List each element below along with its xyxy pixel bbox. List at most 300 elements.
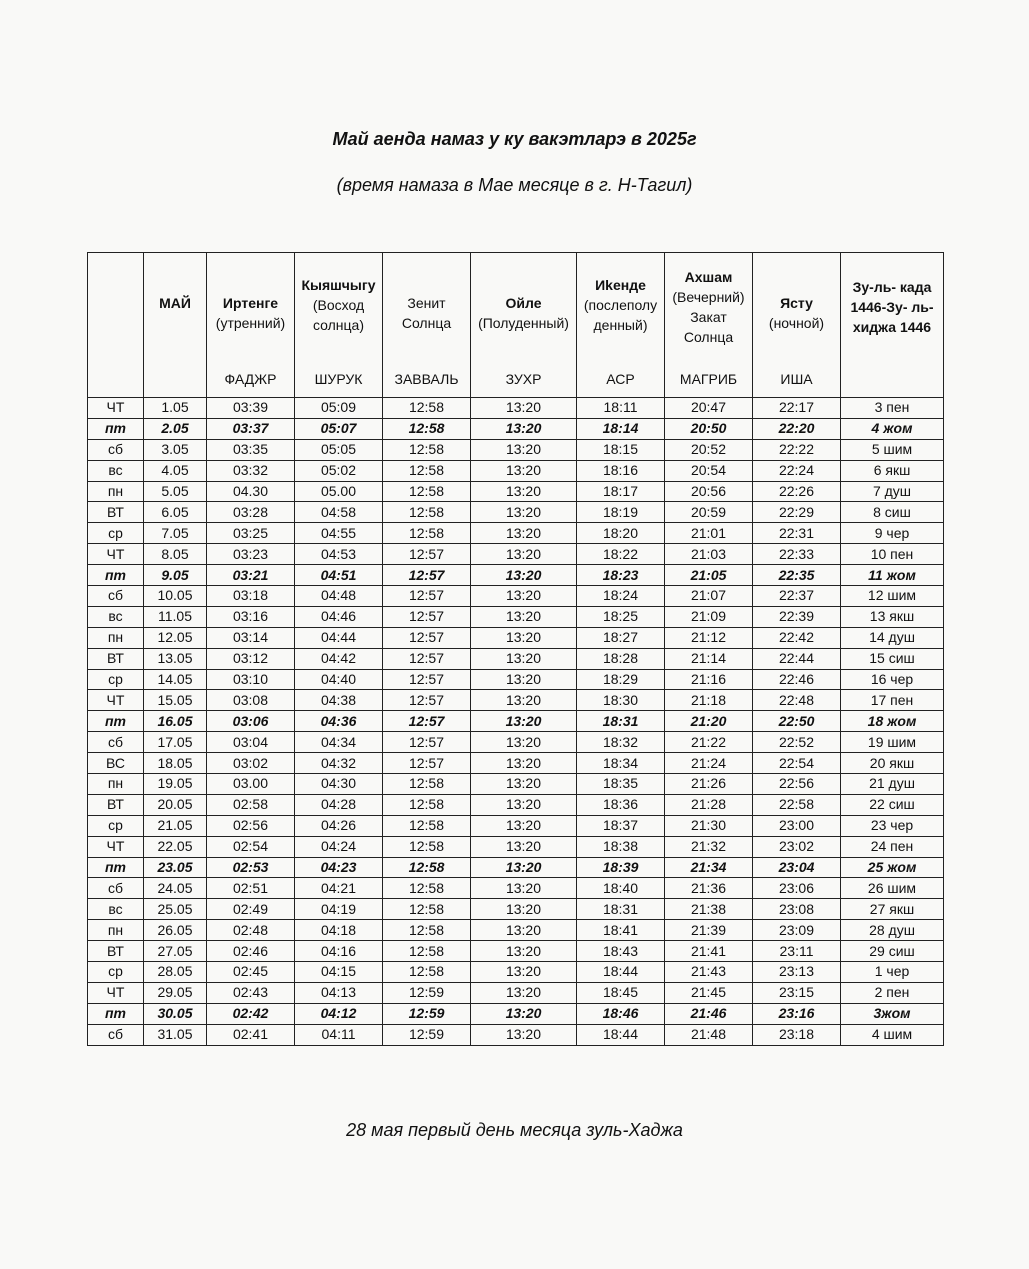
cell-dow: вс xyxy=(88,606,144,627)
cell-isha: 23:06 xyxy=(753,878,841,899)
cell-zawal: 12:57 xyxy=(383,669,471,690)
cell-maghrib: 21:24 xyxy=(665,753,753,774)
cell-dow: сб xyxy=(88,732,144,753)
cell-zuhr: 13:20 xyxy=(471,523,577,544)
cell-zuhr: 13:20 xyxy=(471,544,577,565)
cell-shuruk: 04:58 xyxy=(295,502,383,523)
header-shuruk xyxy=(295,253,383,398)
cell-fajr: 02:58 xyxy=(207,794,295,815)
cell-date: 12.05 xyxy=(144,627,207,648)
cell-isha: 22:33 xyxy=(753,544,841,565)
cell-zuhr: 13:20 xyxy=(471,502,577,523)
cell-zawal: 12:57 xyxy=(383,690,471,711)
page-subtitle: (время намаза в Мае месяце в г. Н-Тагил) xyxy=(336,175,693,195)
table-row xyxy=(88,544,944,565)
cell-dow: вс xyxy=(88,460,144,481)
cell-dow: ВТ xyxy=(88,794,144,815)
cell-isha: 22:58 xyxy=(753,794,841,815)
cell-isha: 22:52 xyxy=(753,732,841,753)
cell-shuruk: 04:48 xyxy=(295,586,383,607)
cell-zawal: 12:57 xyxy=(383,627,471,648)
cell-hijri: 17 пен xyxy=(841,690,944,711)
cell-isha: 22:20 xyxy=(753,418,841,439)
cell-isha: 23:16 xyxy=(753,1003,841,1024)
cell-date: 25.05 xyxy=(144,899,207,920)
cell-dow: ЧТ xyxy=(88,836,144,857)
table-row xyxy=(88,899,944,920)
cell-zuhr: 13:20 xyxy=(471,836,577,857)
cell-fajr: 03:06 xyxy=(207,711,295,732)
cell-zuhr: 13:20 xyxy=(471,753,577,774)
cell-isha: 22:44 xyxy=(753,648,841,669)
cell-dow: сб xyxy=(88,878,144,899)
cell-fajr: 02:43 xyxy=(207,982,295,1003)
cell-hijri: 8 сиш xyxy=(841,502,944,523)
cell-maghrib: 21:18 xyxy=(665,690,753,711)
table-row xyxy=(88,815,944,836)
cell-asr: 18:32 xyxy=(577,732,665,753)
cell-shuruk: 05:07 xyxy=(295,418,383,439)
cell-isha: 23:15 xyxy=(753,982,841,1003)
cell-zuhr: 13:20 xyxy=(471,439,577,460)
cell-maghrib: 21:09 xyxy=(665,606,753,627)
cell-fajr: 02:46 xyxy=(207,941,295,962)
header-zuhr-name: Ойле xyxy=(505,295,542,311)
cell-date: 7.05 xyxy=(144,523,207,544)
cell-asr: 18:16 xyxy=(577,460,665,481)
header-asr-sub: (послеполу денный) xyxy=(583,297,658,333)
cell-shuruk: 04:34 xyxy=(295,732,383,753)
cell-date: 3.05 xyxy=(144,439,207,460)
cell-zawal: 12:58 xyxy=(383,502,471,523)
cell-maghrib: 21:36 xyxy=(665,878,753,899)
cell-zuhr: 13:20 xyxy=(471,481,577,502)
cell-fajr: 03:23 xyxy=(207,544,295,565)
cell-zuhr: 13:20 xyxy=(471,920,577,941)
header-maghrib xyxy=(665,253,753,398)
cell-shuruk: 04:19 xyxy=(295,899,383,920)
cell-dow: ЧТ xyxy=(88,982,144,1003)
cell-maghrib: 21:30 xyxy=(665,815,753,836)
cell-date: 27.05 xyxy=(144,941,207,962)
cell-zawal: 12:58 xyxy=(383,398,471,419)
cell-fajr: 03:02 xyxy=(207,753,295,774)
cell-zawal: 12:59 xyxy=(383,1024,471,1045)
cell-maghrib: 20:56 xyxy=(665,481,753,502)
cell-date: 2.05 xyxy=(144,418,207,439)
cell-shuruk: 04:18 xyxy=(295,920,383,941)
header-shuruk-arabic: ШУРУК xyxy=(314,371,363,387)
cell-dow: ЧТ xyxy=(88,398,144,419)
cell-hijri: 29 сиш xyxy=(841,941,944,962)
cell-maghrib: 20:59 xyxy=(665,502,753,523)
cell-isha: 23:00 xyxy=(753,815,841,836)
cell-shuruk: 05.00 xyxy=(295,481,383,502)
cell-asr: 18:40 xyxy=(577,878,665,899)
header-maghrib-name: Ахшам xyxy=(684,269,733,285)
table-row xyxy=(88,1003,944,1024)
table-row xyxy=(88,669,944,690)
cell-hijri: 3жом xyxy=(841,1003,944,1024)
cell-dow: ВТ xyxy=(88,502,144,523)
cell-maghrib: 21:41 xyxy=(665,941,753,962)
cell-zawal: 12:58 xyxy=(383,962,471,983)
table-row xyxy=(88,690,944,711)
cell-asr: 18:15 xyxy=(577,439,665,460)
cell-zawal: 12:57 xyxy=(383,565,471,586)
cell-maghrib: 20:47 xyxy=(665,398,753,419)
header-zuhr xyxy=(471,253,577,398)
cell-date: 23.05 xyxy=(144,857,207,878)
cell-dow: ЧТ xyxy=(88,690,144,711)
cell-hijri: 12 шим xyxy=(841,586,944,607)
cell-date: 9.05 xyxy=(144,565,207,586)
cell-hijri: 13 якш xyxy=(841,606,944,627)
cell-hijri: 10 пен xyxy=(841,544,944,565)
cell-shuruk: 04:53 xyxy=(295,544,383,565)
header-month xyxy=(144,253,207,398)
cell-isha: 22:46 xyxy=(753,669,841,690)
cell-dow: сб xyxy=(88,586,144,607)
cell-isha: 22:26 xyxy=(753,481,841,502)
cell-zawal: 12:57 xyxy=(383,732,471,753)
cell-date: 20.05 xyxy=(144,794,207,815)
cell-fajr: 03:37 xyxy=(207,418,295,439)
cell-dow: пт xyxy=(88,857,144,878)
cell-isha: 22:48 xyxy=(753,690,841,711)
table-row xyxy=(88,439,944,460)
cell-maghrib: 21:03 xyxy=(665,544,753,565)
cell-dow: пн xyxy=(88,774,144,795)
cell-shuruk: 04:51 xyxy=(295,565,383,586)
cell-isha: 23:08 xyxy=(753,899,841,920)
cell-zawal: 12:58 xyxy=(383,815,471,836)
cell-hijri: 5 шим xyxy=(841,439,944,460)
cell-shuruk: 04:23 xyxy=(295,857,383,878)
cell-zuhr: 13:20 xyxy=(471,982,577,1003)
cell-asr: 18:34 xyxy=(577,753,665,774)
cell-isha: 22:39 xyxy=(753,606,841,627)
cell-fajr: 02:56 xyxy=(207,815,295,836)
cell-zuhr: 13:20 xyxy=(471,711,577,732)
cell-date: 29.05 xyxy=(144,982,207,1003)
cell-fajr: 03:35 xyxy=(207,439,295,460)
page-title: Май аенда намаз у ку вакэтларэ в 2025г xyxy=(332,129,697,149)
table-row xyxy=(88,627,944,648)
cell-asr: 18:44 xyxy=(577,962,665,983)
cell-date: 16.05 xyxy=(144,711,207,732)
cell-asr: 18:24 xyxy=(577,586,665,607)
cell-zawal: 12:58 xyxy=(383,439,471,460)
cell-asr: 18:22 xyxy=(577,544,665,565)
cell-asr: 18:25 xyxy=(577,606,665,627)
header-zawal-arabic: ЗАВВАЛЬ xyxy=(394,371,459,387)
cell-isha: 22:17 xyxy=(753,398,841,419)
cell-fajr: 02:42 xyxy=(207,1003,295,1024)
cell-shuruk: 04:26 xyxy=(295,815,383,836)
header-fajr-arabic: ФАДЖР xyxy=(224,371,277,387)
cell-zawal: 12:57 xyxy=(383,648,471,669)
cell-zuhr: 13:20 xyxy=(471,732,577,753)
cell-asr: 18:41 xyxy=(577,920,665,941)
cell-zuhr: 13:20 xyxy=(471,418,577,439)
cell-zuhr: 13:20 xyxy=(471,857,577,878)
cell-isha: 22:22 xyxy=(753,439,841,460)
cell-fajr: 03:04 xyxy=(207,732,295,753)
cell-shuruk: 04:40 xyxy=(295,669,383,690)
cell-maghrib: 20:54 xyxy=(665,460,753,481)
cell-dow: ср xyxy=(88,523,144,544)
cell-fajr: 03:18 xyxy=(207,586,295,607)
cell-hijri: 9 чер xyxy=(841,523,944,544)
cell-hijri: 18 жом xyxy=(841,711,944,732)
cell-zawal: 12:58 xyxy=(383,920,471,941)
cell-hijri: 22 сиш xyxy=(841,794,944,815)
cell-isha: 22:35 xyxy=(753,565,841,586)
cell-dow: сб xyxy=(88,439,144,460)
cell-zuhr: 13:20 xyxy=(471,460,577,481)
cell-dow: ср xyxy=(88,669,144,690)
cell-date: 10.05 xyxy=(144,586,207,607)
table-row xyxy=(88,460,944,481)
header-zuhr-sub: (Полуденный) xyxy=(478,315,569,331)
cell-asr: 18:14 xyxy=(577,418,665,439)
cell-fajr: 04.30 xyxy=(207,481,295,502)
cell-maghrib: 21:48 xyxy=(665,1024,753,1045)
table-row xyxy=(88,648,944,669)
cell-date: 31.05 xyxy=(144,1024,207,1045)
cell-zuhr: 13:20 xyxy=(471,941,577,962)
table-header-row xyxy=(88,253,944,398)
cell-isha: 23:11 xyxy=(753,941,841,962)
cell-isha: 23:13 xyxy=(753,962,841,983)
table-row xyxy=(88,481,944,502)
cell-zawal: 12:58 xyxy=(383,460,471,481)
cell-zawal: 12:59 xyxy=(383,1003,471,1024)
table-row xyxy=(88,941,944,962)
cell-hijri: 3 пен xyxy=(841,398,944,419)
cell-asr: 18:30 xyxy=(577,690,665,711)
cell-maghrib: 21:20 xyxy=(665,711,753,732)
cell-zuhr: 13:20 xyxy=(471,774,577,795)
cell-asr: 18:35 xyxy=(577,774,665,795)
table-row xyxy=(88,878,944,899)
cell-fajr: 03.00 xyxy=(207,774,295,795)
cell-zawal: 12:58 xyxy=(383,899,471,920)
cell-asr: 18:36 xyxy=(577,794,665,815)
cell-dow: ср xyxy=(88,962,144,983)
header-maghrib-arabic: МАГРИБ xyxy=(679,371,738,387)
cell-maghrib: 21:32 xyxy=(665,836,753,857)
cell-fajr: 03:21 xyxy=(207,565,295,586)
cell-shuruk: 04:11 xyxy=(295,1024,383,1045)
cell-date: 21.05 xyxy=(144,815,207,836)
cell-zawal: 12:58 xyxy=(383,481,471,502)
cell-asr: 18:38 xyxy=(577,836,665,857)
cell-asr: 18:17 xyxy=(577,481,665,502)
cell-date: 28.05 xyxy=(144,962,207,983)
table-row xyxy=(88,836,944,857)
cell-fajr: 02:51 xyxy=(207,878,295,899)
cell-zawal: 12:57 xyxy=(383,586,471,607)
cell-zawal: 12:58 xyxy=(383,774,471,795)
cell-hijri: 4 жом xyxy=(841,418,944,439)
header-maghrib-sub: (Вечерний) Закат Солнца xyxy=(672,289,745,345)
cell-zuhr: 13:20 xyxy=(471,1024,577,1045)
header-isha xyxy=(753,253,841,398)
cell-shuruk: 04:12 xyxy=(295,1003,383,1024)
cell-shuruk: 04:16 xyxy=(295,941,383,962)
cell-fajr: 02:53 xyxy=(207,857,295,878)
cell-dow: ВС xyxy=(88,753,144,774)
cell-fajr: 02:54 xyxy=(207,836,295,857)
cell-date: 19.05 xyxy=(144,774,207,795)
cell-fajr: 03:14 xyxy=(207,627,295,648)
cell-isha: 23:04 xyxy=(753,857,841,878)
cell-fajr: 02:48 xyxy=(207,920,295,941)
cell-zawal: 12:58 xyxy=(383,523,471,544)
cell-maghrib: 21:38 xyxy=(665,899,753,920)
table-row xyxy=(88,502,944,523)
cell-asr: 18:27 xyxy=(577,627,665,648)
cell-maghrib: 21:22 xyxy=(665,732,753,753)
cell-dow: пт xyxy=(88,711,144,732)
cell-date: 18.05 xyxy=(144,753,207,774)
cell-fajr: 03:25 xyxy=(207,523,295,544)
cell-asr: 18:43 xyxy=(577,941,665,962)
header-zuhr-arabic: ЗУХР xyxy=(505,371,542,387)
cell-maghrib: 21:16 xyxy=(665,669,753,690)
table-row xyxy=(88,732,944,753)
cell-maghrib: 21:12 xyxy=(665,627,753,648)
cell-zawal: 12:58 xyxy=(383,857,471,878)
cell-fajr: 03:08 xyxy=(207,690,295,711)
header-zawal xyxy=(383,253,471,398)
cell-maghrib: 20:50 xyxy=(665,418,753,439)
cell-maghrib: 21:43 xyxy=(665,962,753,983)
cell-zuhr: 13:20 xyxy=(471,398,577,419)
cell-asr: 18:31 xyxy=(577,711,665,732)
header-shuruk-sub: (Восход солнца) xyxy=(312,297,365,333)
cell-dow: сб xyxy=(88,1024,144,1045)
header-fajr-sub: (утренний) xyxy=(215,315,286,331)
header-isha-arabic: ИША xyxy=(780,371,813,387)
header-asr-name: Иkенде xyxy=(595,277,646,293)
table-row xyxy=(88,774,944,795)
cell-zawal: 12:58 xyxy=(383,836,471,857)
cell-zuhr: 13:20 xyxy=(471,565,577,586)
cell-date: 17.05 xyxy=(144,732,207,753)
header-fajr-name: Иртенге xyxy=(222,295,279,311)
cell-dow: ср xyxy=(88,815,144,836)
cell-zuhr: 13:20 xyxy=(471,648,577,669)
cell-shuruk: 04:38 xyxy=(295,690,383,711)
cell-shuruk: 04:28 xyxy=(295,794,383,815)
cell-dow: пн xyxy=(88,920,144,941)
cell-fajr: 03:28 xyxy=(207,502,295,523)
cell-hijri: 6 якш xyxy=(841,460,944,481)
cell-zawal: 12:58 xyxy=(383,418,471,439)
cell-hijri: 15 сиш xyxy=(841,648,944,669)
cell-zawal: 12:59 xyxy=(383,982,471,1003)
table-row xyxy=(88,982,944,1003)
cell-asr: 18:29 xyxy=(577,669,665,690)
header-isha-sub: (ночной) xyxy=(768,315,825,331)
table-row xyxy=(88,398,944,419)
table-row xyxy=(88,523,944,544)
cell-hijri: 1 чер xyxy=(841,962,944,983)
cell-maghrib: 21:26 xyxy=(665,774,753,795)
cell-zuhr: 13:20 xyxy=(471,899,577,920)
cell-hijri: 19 шим xyxy=(841,732,944,753)
header-month-name: МАЙ xyxy=(159,295,191,311)
cell-zawal: 12:57 xyxy=(383,753,471,774)
cell-hijri: 4 шим xyxy=(841,1024,944,1045)
cell-hijri: 14 душ xyxy=(841,627,944,648)
cell-hijri: 11 жом xyxy=(841,565,944,586)
cell-zawal: 12:58 xyxy=(383,878,471,899)
cell-zuhr: 13:20 xyxy=(471,794,577,815)
cell-maghrib: 21:01 xyxy=(665,523,753,544)
cell-maghrib: 21:34 xyxy=(665,857,753,878)
cell-zuhr: 13:20 xyxy=(471,878,577,899)
table-row xyxy=(88,962,944,983)
cell-maghrib: 21:39 xyxy=(665,920,753,941)
cell-date: 8.05 xyxy=(144,544,207,565)
cell-dow: ВТ xyxy=(88,941,144,962)
cell-hijri: 26 шим xyxy=(841,878,944,899)
cell-hijri: 25 жом xyxy=(841,857,944,878)
cell-fajr: 03:12 xyxy=(207,648,295,669)
cell-dow: пт xyxy=(88,418,144,439)
cell-isha: 22:31 xyxy=(753,523,841,544)
cell-shuruk: 04:15 xyxy=(295,962,383,983)
cell-asr: 18:31 xyxy=(577,899,665,920)
cell-date: 6.05 xyxy=(144,502,207,523)
table-row xyxy=(88,586,944,607)
cell-shuruk: 04:46 xyxy=(295,606,383,627)
header-hijri-name: Зу-ль- када 1446-Зу- ль- хиджа 1446 xyxy=(850,279,934,335)
header-asr-arabic: АСР xyxy=(606,371,635,387)
cell-hijri: 2 пен xyxy=(841,982,944,1003)
cell-isha: 22:50 xyxy=(753,711,841,732)
header-zawal-sub: Зенит Солнца xyxy=(401,295,452,331)
cell-maghrib: 21:07 xyxy=(665,586,753,607)
cell-asr: 18:20 xyxy=(577,523,665,544)
table-row xyxy=(88,606,944,627)
cell-fajr: 03:16 xyxy=(207,606,295,627)
cell-maghrib: 21:14 xyxy=(665,648,753,669)
cell-dow: вс xyxy=(88,899,144,920)
cell-isha: 22:56 xyxy=(753,774,841,795)
cell-isha: 22:42 xyxy=(753,627,841,648)
cell-hijri: 16 чер xyxy=(841,669,944,690)
cell-isha: 23:18 xyxy=(753,1024,841,1045)
cell-dow: пн xyxy=(88,627,144,648)
cell-hijri: 20 якш xyxy=(841,753,944,774)
prayer-times-table xyxy=(87,252,944,1046)
cell-zuhr: 13:20 xyxy=(471,815,577,836)
cell-hijri: 23 чер xyxy=(841,815,944,836)
header-hijri xyxy=(841,253,944,398)
cell-zuhr: 13:20 xyxy=(471,606,577,627)
cell-fajr: 02:45 xyxy=(207,962,295,983)
cell-maghrib: 21:28 xyxy=(665,794,753,815)
cell-shuruk: 04:36 xyxy=(295,711,383,732)
table-row xyxy=(88,920,944,941)
cell-fajr: 03:10 xyxy=(207,669,295,690)
cell-isha: 22:29 xyxy=(753,502,841,523)
